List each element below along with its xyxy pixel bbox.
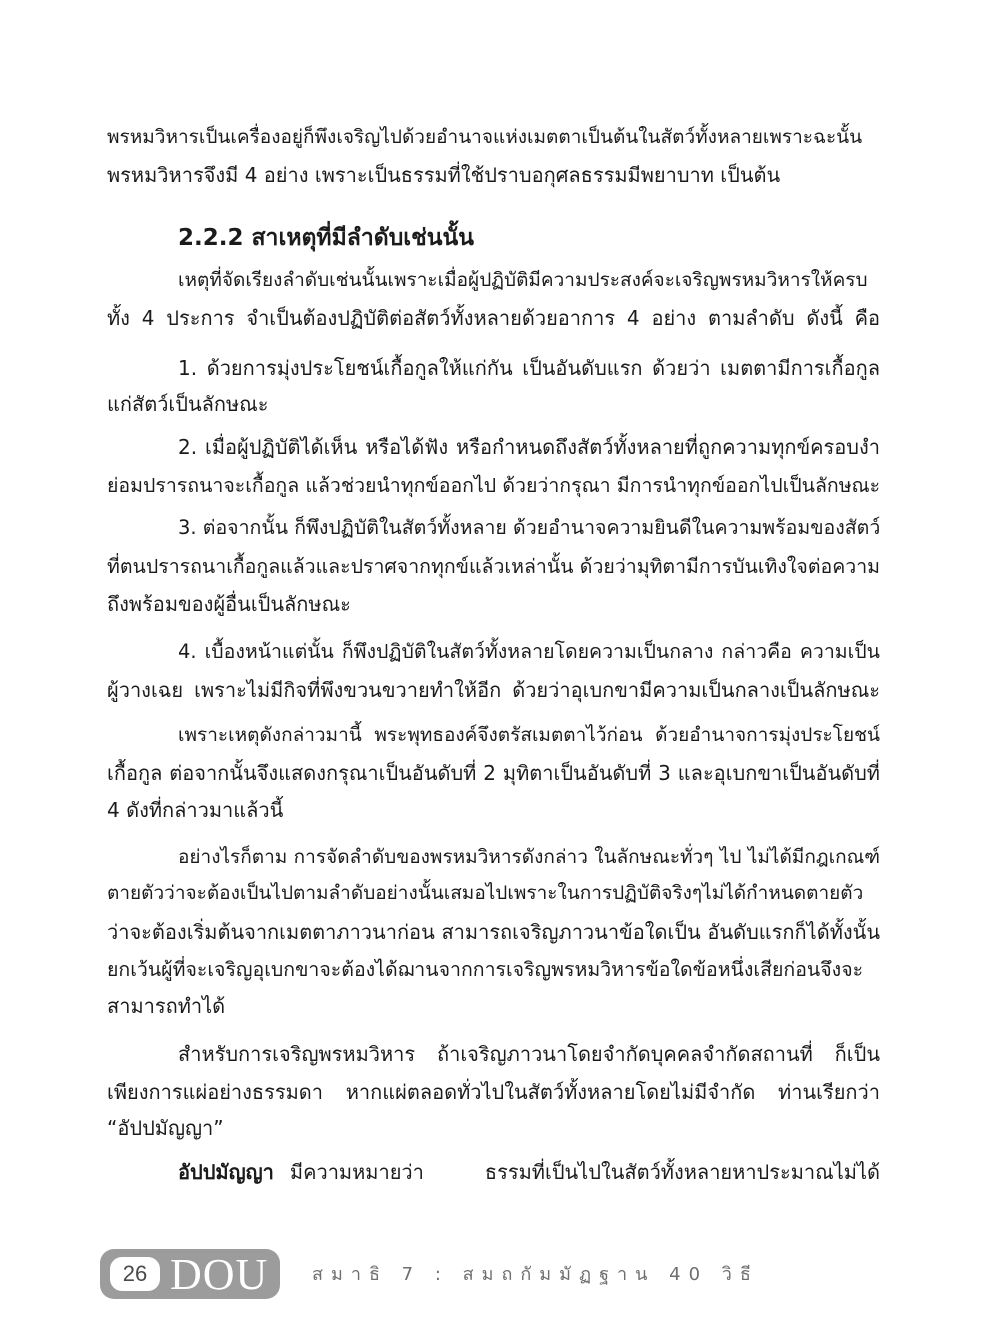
paragraph-line: สำหรับการเจริญพรหมวิหาร ถ้าเจริญภาวนาโดยจำกัดบุคคลจำกัดสถานที่ ก็เป็น xyxy=(178,1042,880,1066)
paragraph-line: 4. เบื้องหน้าแต่นั้น ก็พึงปฏิบัติในสัตว์ทั้งหลายโดยความเป็นกลาง กล่าวคือ ความเป็น xyxy=(178,640,880,663)
paragraph-line: อย่างไรก็ตาม การจัดลำดับของพรหมวิหารดังกล่าว ในลักษณะทั่วๆ ไป ไม่ได้มีกฎเกณฑ์ xyxy=(178,846,880,868)
paragraph-line: 3. ต่อจากนั้น ก็พึงปฏิบัติในสัตว์ทั้งหลาย ด้วยอำนาจความยินดีในความพร้อมของสัตว์ xyxy=(178,516,880,539)
page-number: 26 xyxy=(110,1257,160,1291)
paragraph-line: “อัปปมัญญา” xyxy=(107,1116,224,1140)
paragraph-line: 4 ดังที่กล่าวมาแล้วนี้ xyxy=(107,798,284,822)
paragraph-line: เหตุที่จัดเรียงลำดับเช่นนั้นเพราะเมื่อผู้ปฏิบัติมีความประสงค์จะเจริญพรหมวิหารให้ครบ xyxy=(178,269,868,291)
paragraph-line: ตายตัวว่าจะต้องเป็นไปตามลำดับอย่างนั้นเสมอไปเพราะในการปฏิบัติจริงๆไม่ได้กำหนดตายตัว xyxy=(107,882,864,904)
paragraph-line: 1. ด้วยการมุ่งประโยชน์เกื้อกูลให้แก่กัน เป็นอันดับแรก ด้วยว่า เมตตามีการเกื้อกูล xyxy=(178,356,880,380)
paragraph-line: เพียงการแผ่อย่างธรรมดา หากแผ่ตลอดทั่วไปในสัตว์ทั้งหลายโดยไม่มีจำกัด ท่านเรียกว่า xyxy=(107,1080,880,1104)
section-heading xyxy=(178,220,474,256)
paragraph-line: ทั้ง 4 ประการ จำเป็นต้องปฏิบัติต่อสัตว์ทั้งหลายด้วยอาการ 4 อย่าง ตามลำดับ ดังนี้ คือ xyxy=(107,306,880,330)
definition-line xyxy=(107,1153,880,1191)
paragraph-line: พรหมวิหารเป็นเครื่องอยู่ก็พึงเจริญไปด้วยอำนาจแห่งเมตตาเป็นต้นในสัตว์ทั้งหลายเพราะฉะนั้น xyxy=(107,126,863,148)
section-title: สาเหตุที่มีลำดับเช่นนั้น xyxy=(251,225,474,251)
section-number: 2.2.2 xyxy=(178,225,244,251)
running-title: สมาธิ 7 : สมถกัมมัฏฐาน 40 วิธี xyxy=(312,1264,759,1285)
definition-meaning: ธรรมที่เป็นไปในสัตว์ทั้งหลายหาประมาณไม่ได้ xyxy=(484,1160,880,1184)
paragraph-line: เกื้อกูล ต่อจากนั้นจึงแสดงกรุณาเป็นอันดับที่ 2 มุทิตาเป็นอันดับที่ 3 และอุเบกขาเป็นอันดับที่ xyxy=(107,761,880,785)
paragraph-line: ผู้วางเฉย เพราะไม่มีกิจที่พึงขวนขวายทำให้อีก ด้วยว่าอุเบกขามีความเป็นกลางเป็นลักษณะ xyxy=(107,678,880,702)
paragraph-line: แก่สัตว์เป็นลักษณะ xyxy=(107,392,269,416)
paragraph-line: ย่อมปรารถนาจะเกื้อกูล แล้วช่วยนำทุกข์ออกไป ด้วยว่ากรุณา มีการนำทุกข์ออกไปเป็นลักษณะ xyxy=(107,474,880,497)
paragraph-line: ยกเว้นผู้ที่จะเจริญอุเบกขาจะต้องได้ฌานจากการเจริญพรหมวิหารข้อใดข้อหนึ่งเสียก่อนจึงจะ xyxy=(107,958,864,981)
paragraph-line: ที่ตนปรารถนาเกื้อกูลแล้วและปราศจากทุกข์แล้วเหล่านั้น ด้วยว่ามุทิตามีการบันเทิงใจต่อความ xyxy=(107,555,880,578)
footer-badge xyxy=(100,1249,280,1299)
paragraph-line: 2. เมื่อผู้ปฏิบัติได้เห็น หรือได้ฟัง หรือกำหนดถึงสัตว์ทั้งหลายที่ถูกความทุกข์ครอบงำ xyxy=(178,435,880,459)
paragraph-line: เพราะเหตุดังกล่าวมานี้ พระพุทธองค์จึงตรัสเมตตาไว้ก่อน ด้วยอำนาจการมุ่งประโยชน์ xyxy=(178,724,880,746)
dou-logo: DOU xyxy=(170,1250,269,1299)
definition-term: อัปปมัญญา xyxy=(178,1160,274,1184)
paragraph-line: สามารถทำได้ xyxy=(107,994,226,1018)
paragraph-line: ว่าจะต้องเริ่มต้นจากเมตตาภาวนาก่อน สามารถเจริญภาวนาข้อใดเป็น อันดับแรกก็ได้ทั้งนั้น xyxy=(107,920,880,944)
paragraph-line: พรหมวิหารจึงมี 4 อย่าง เพราะเป็นธรรมที่ใช้ปราบอกุศลธรรมมีพยาบาท เป็นต้น xyxy=(107,163,781,187)
definition-intro: มีความหมายว่า xyxy=(289,1160,424,1184)
paragraph-line: ถึงพร้อมของผู้อื่นเป็นลักษณะ xyxy=(107,592,351,616)
